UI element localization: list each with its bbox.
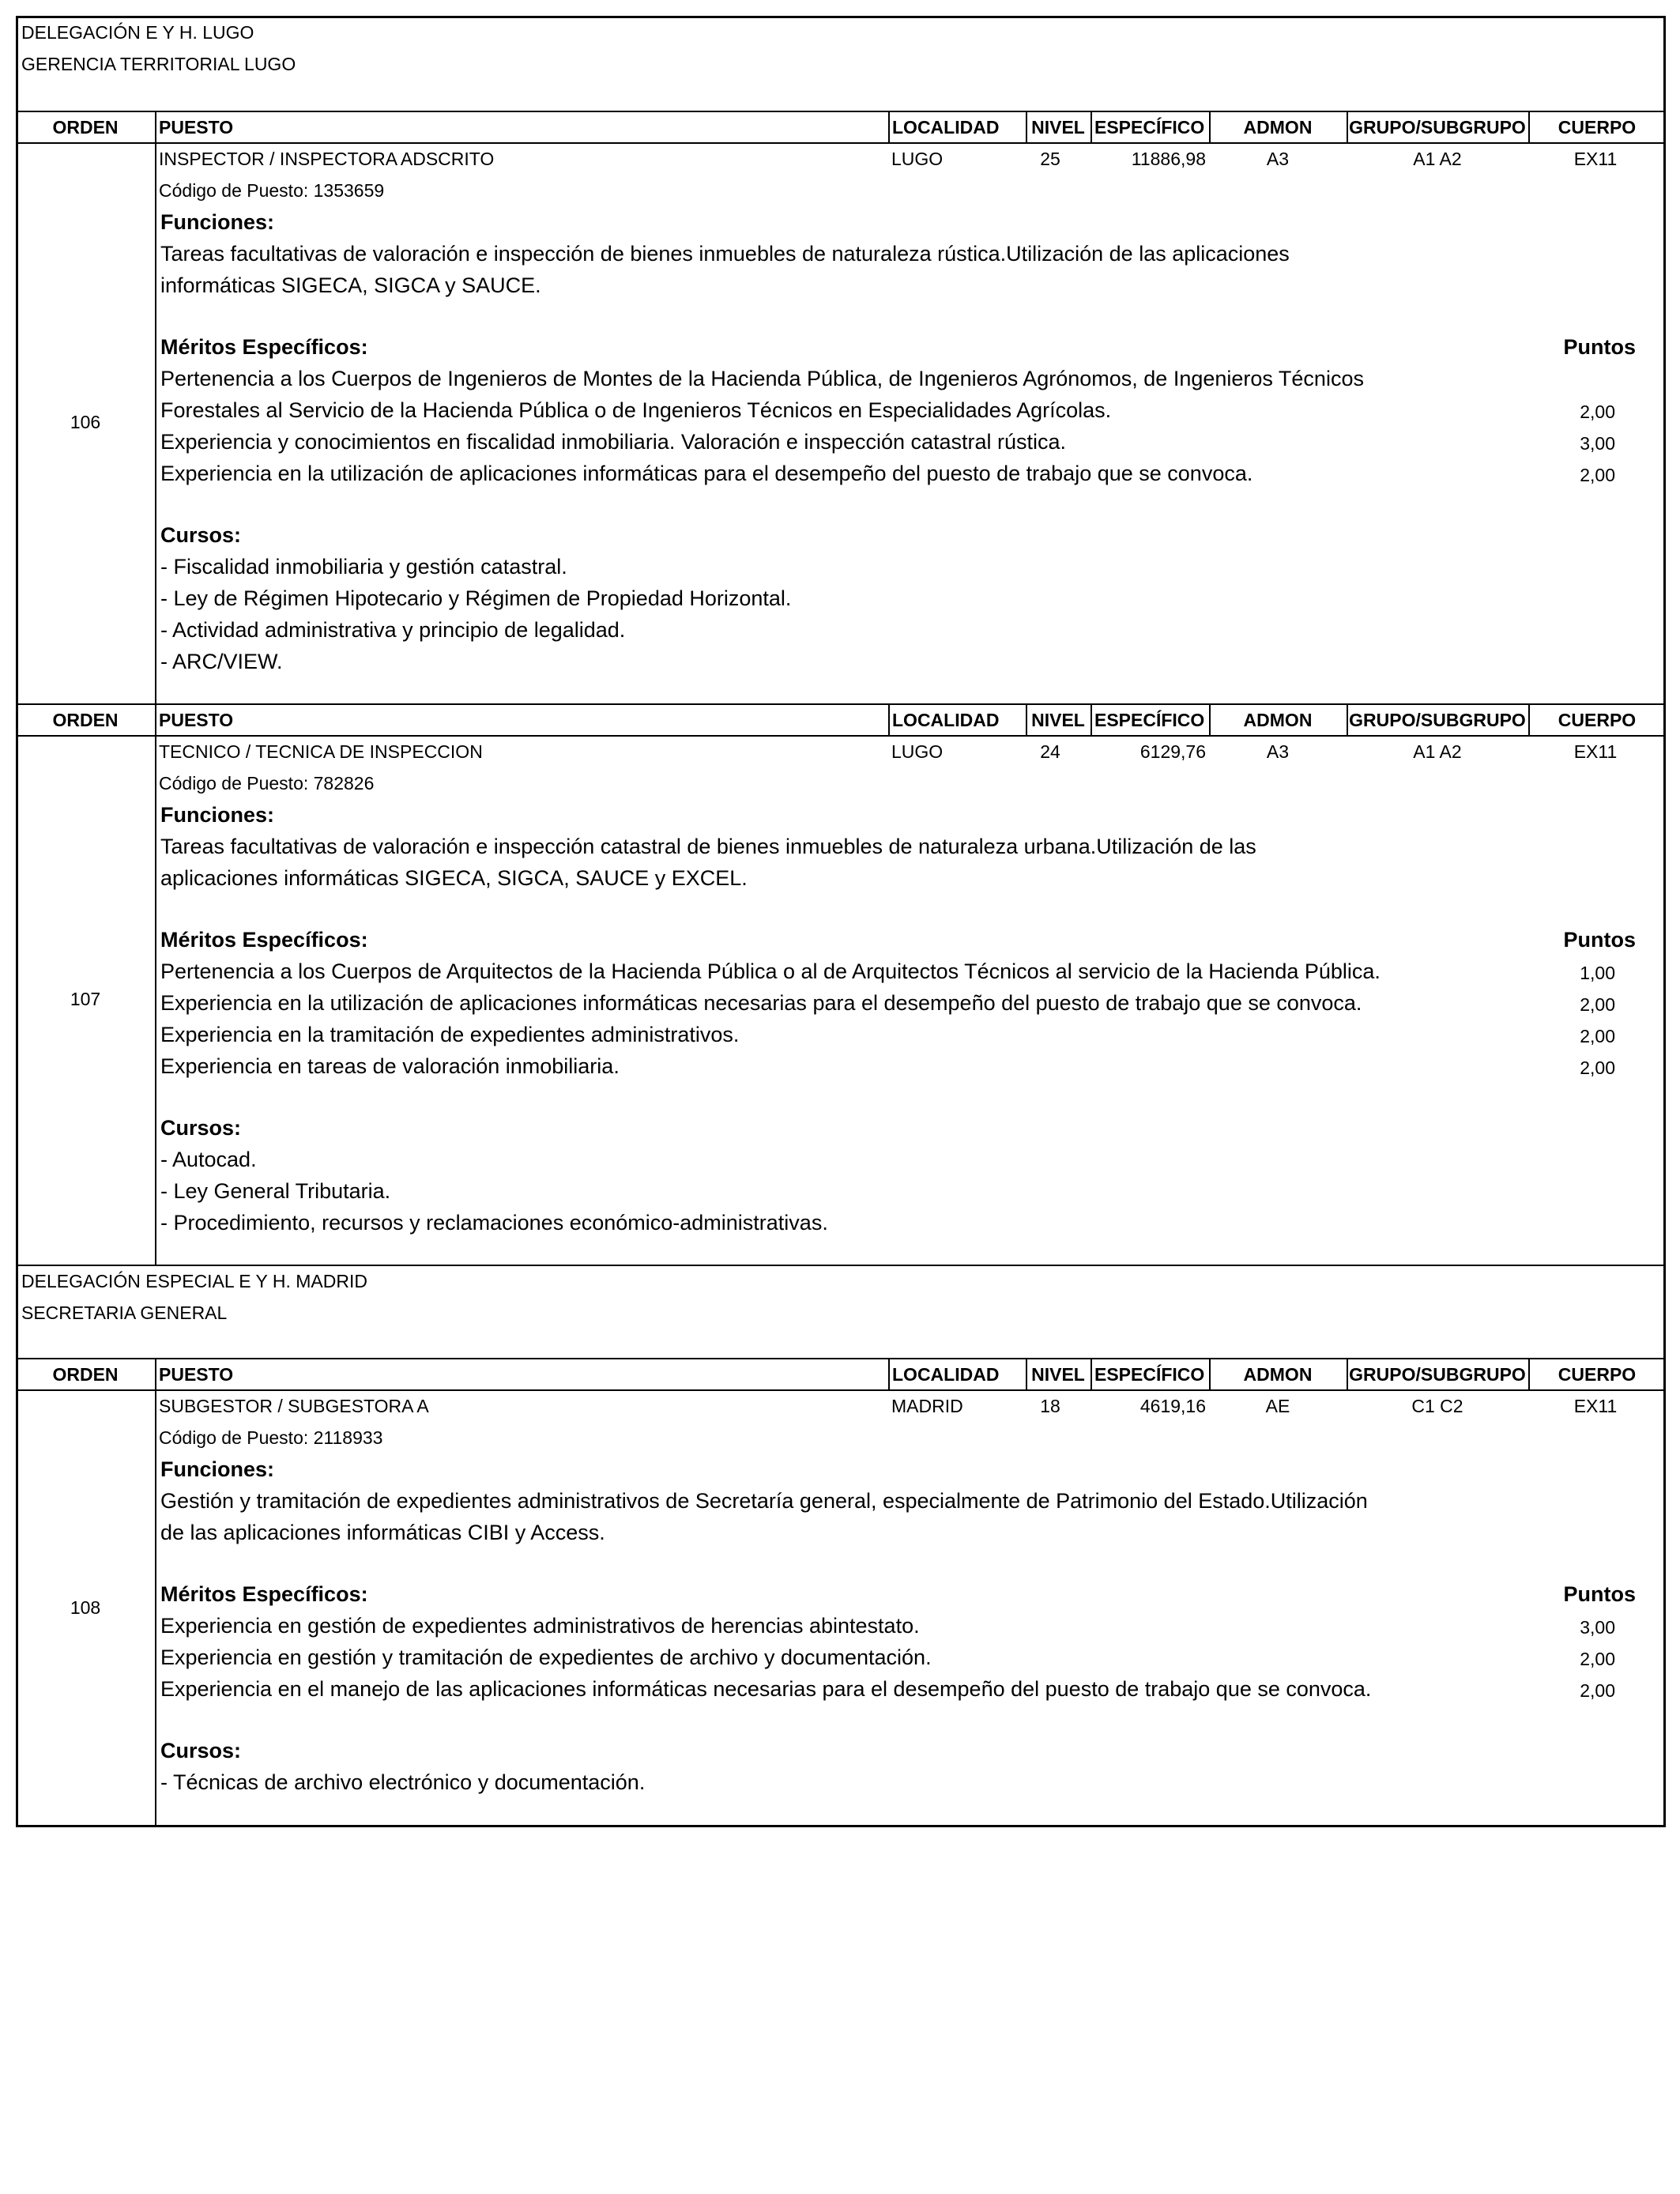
org-line-2: GERENCIA TERRITORIAL LUGO <box>21 54 296 74</box>
header-bottom-rule <box>16 1389 1666 1391</box>
header-top-rule <box>16 703 1666 705</box>
cursos-label: Cursos: <box>160 1739 242 1762</box>
funciones-line: de las aplicaciones informáticas CIBI y Access. <box>160 1521 605 1544</box>
cuerpo-value: EX11 <box>1573 1396 1618 1416</box>
grupo-value: A1 A2 <box>1413 149 1462 169</box>
puntos-label: Puntos <box>1563 928 1636 952</box>
merito-line: Pertenencia a los Cuerpos de Ingenieros de Montes de la Hacienda Pública, de Ingenieros Agrónomos, de Ingenieros Técnicos <box>160 367 1364 390</box>
curso-line: - ARC/VIEW. <box>160 650 283 673</box>
localidad-value: LUGO <box>891 149 944 169</box>
curso-line: - Ley General Tributaria. <box>160 1179 391 1203</box>
orden-number: 107 <box>70 989 101 1009</box>
merito-line: Experiencia en gestión y tramitación de expedientes de archivo y documentación. <box>160 1646 932 1669</box>
localidad-value: LUGO <box>891 741 944 762</box>
meritos-label: Méritos Específicos: <box>160 928 368 952</box>
col-header-especifico: ESPECÍFICO <box>1094 1364 1205 1385</box>
col-header-nivel: NIVEL <box>1031 710 1085 730</box>
localidad-value: MADRID <box>891 1396 963 1416</box>
admon-value: A3 <box>1266 741 1290 762</box>
admon-value: AE <box>1265 1396 1290 1416</box>
puntos-label: Puntos <box>1563 1582 1636 1606</box>
funciones-line: Tareas facultativas de valoración e inspección de bienes inmuebles de naturaleza rústica.Utilización de las aplicaciones <box>160 242 1290 266</box>
curso-line: - Técnicas de archivo electrónico y documentación. <box>160 1770 646 1794</box>
org-line-1: DELEGACIÓN E Y H. LUGO <box>21 22 254 43</box>
col-header-orden: ORDEN <box>52 117 119 138</box>
col-header-puesto: PUESTO <box>159 117 234 138</box>
orden-col-divider <box>155 1389 156 1827</box>
funciones-label: Funciones: <box>160 803 275 827</box>
admon-value: A3 <box>1266 149 1290 169</box>
header-top-rule <box>16 1358 1666 1359</box>
curso-line: - Procedimiento, recursos y reclamaciones económico-administrativas. <box>160 1211 828 1235</box>
col-header-admon: ADMON <box>1243 117 1313 138</box>
orden-col-divider <box>155 142 156 703</box>
puesto-name: TECNICO / TECNICA DE INSPECCION <box>159 741 483 762</box>
especifico-value: 4619,16 <box>1139 1396 1206 1416</box>
curso-line: - Actividad administrativa y principio de legalidad. <box>160 618 626 642</box>
header-col-divider <box>1090 703 1092 736</box>
col-header-localidad: LOCALIDAD <box>892 117 1000 138</box>
header-top-rule <box>16 111 1666 112</box>
especifico-value: 11886,98 <box>1131 149 1206 169</box>
orden-number: 106 <box>70 412 101 432</box>
col-header-localidad: LOCALIDAD <box>892 710 1000 730</box>
header-col-divider <box>1090 1358 1092 1390</box>
merito-line: Forestales al Servicio de la Hacienda Pública o de Ingenieros Técnicos en Especialidades Agrícolas. <box>160 398 1112 422</box>
grupo-value: A1 A2 <box>1413 741 1462 762</box>
col-header-orden: ORDEN <box>52 710 119 730</box>
merito-line: Experiencia en la utilización de aplicaciones informáticas necesarias para el desempeño del puesto de trabajo que se convoca. <box>160 991 1362 1015</box>
header-col-divider <box>155 1358 156 1390</box>
merito-puntos: 2,00 <box>1580 1026 1615 1046</box>
cuerpo-value: EX11 <box>1573 741 1618 762</box>
meritos-label: Méritos Específicos: <box>160 335 368 359</box>
merito-puntos: 3,00 <box>1580 433 1615 454</box>
col-header-grupo: GRUPO/SUBGRUPO <box>1349 1364 1526 1385</box>
merito-line: Experiencia y conocimientos en fiscalidad inmobiliaria. Valoración e inspección catastral rústica. <box>160 430 1067 454</box>
curso-line: - Autocad. <box>160 1148 257 1171</box>
merito-line: Pertenencia a los Cuerpos de Arquitectos de la Hacienda Pública o al de Arquitectos Técnicos al servicio de la Hacienda Pública. <box>160 959 1381 983</box>
col-header-localidad: LOCALIDAD <box>892 1364 1000 1385</box>
org-line-1: DELEGACIÓN ESPECIAL E Y H. MADRID <box>21 1271 367 1291</box>
section-divider <box>16 1265 1666 1266</box>
col-header-admon: ADMON <box>1243 1364 1313 1385</box>
merito-line: Experiencia en la utilización de aplicaciones informáticas para el desempeño del puesto de trabajo que se convoca. <box>160 462 1253 485</box>
col-header-puesto: PUESTO <box>159 710 234 730</box>
puesto-name: SUBGESTOR / SUBGESTORA A <box>159 1396 429 1416</box>
col-header-cuerpo: CUERPO <box>1558 710 1637 730</box>
header-bottom-rule <box>16 142 1666 144</box>
col-header-nivel: NIVEL <box>1031 1364 1085 1385</box>
funciones-line: informáticas SIGECA, SIGCA y SAUCE. <box>160 273 541 297</box>
merito-line: Experiencia en el manejo de las aplicaciones informáticas necesarias para el desempeño del puesto de trabajo que se convoca. <box>160 1677 1372 1701</box>
orden-number: 108 <box>70 1597 101 1618</box>
header-col-divider <box>888 703 890 736</box>
merito-puntos: 2,00 <box>1580 465 1615 485</box>
funciones-line: Tareas facultativas de valoración e inspección catastral de bienes inmuebles de naturaleza urbana.Utilización de las <box>160 835 1256 858</box>
cursos-label: Cursos: <box>160 523 242 547</box>
header-col-divider <box>888 111 890 143</box>
cursos-label: Cursos: <box>160 1116 242 1140</box>
nivel-value: 25 <box>1040 149 1060 169</box>
funciones-line: Gestión y tramitación de expedientes administrativos de Secretaría general, especialmente de Patrimonio del Estado.Utilización <box>160 1489 1368 1513</box>
codigo-puesto: Código de Puesto: 2118933 <box>159 1427 383 1448</box>
col-header-especifico: ESPECÍFICO <box>1094 117 1205 138</box>
col-header-grupo: GRUPO/SUBGRUPO <box>1349 710 1526 730</box>
meritos-label: Méritos Específicos: <box>160 1582 368 1606</box>
merito-puntos: 2,00 <box>1580 1649 1615 1669</box>
header-col-divider <box>888 1358 890 1390</box>
puesto-name: INSPECTOR / INSPECTORA ADSCRITO <box>159 149 495 169</box>
nivel-value: 24 <box>1040 741 1060 762</box>
puntos-label: Puntos <box>1563 335 1636 359</box>
cuerpo-value: EX11 <box>1573 149 1618 169</box>
col-header-nivel: NIVEL <box>1031 117 1085 138</box>
merito-puntos: 2,00 <box>1580 994 1615 1015</box>
funciones-label: Funciones: <box>160 1457 275 1481</box>
merito-line: Experiencia en tareas de valoración inmobiliaria. <box>160 1054 620 1078</box>
merito-puntos: 1,00 <box>1580 963 1615 983</box>
orden-col-divider <box>155 735 156 1265</box>
merito-line: Experiencia en la tramitación de expedientes administrativos. <box>160 1023 740 1046</box>
codigo-puesto: Código de Puesto: 1353659 <box>159 180 385 201</box>
codigo-puesto: Código de Puesto: 782826 <box>159 773 375 794</box>
funciones-line: aplicaciones informáticas SIGECA, SIGCA, SAUCE y EXCEL. <box>160 866 748 890</box>
col-header-grupo: GRUPO/SUBGRUPO <box>1349 117 1526 138</box>
header-bottom-rule <box>16 735 1666 737</box>
merito-puntos: 3,00 <box>1580 1617 1615 1638</box>
funciones-label: Funciones: <box>160 210 275 234</box>
header-col-divider <box>1090 111 1092 143</box>
col-header-puesto: PUESTO <box>159 1364 234 1385</box>
grupo-value: C1 C2 <box>1411 1396 1463 1416</box>
merito-puntos: 2,00 <box>1580 1680 1615 1701</box>
col-header-especifico: ESPECÍFICO <box>1094 710 1205 730</box>
nivel-value: 18 <box>1040 1396 1060 1416</box>
header-col-divider <box>155 703 156 736</box>
org-line-2: SECRETARIA GENERAL <box>21 1302 228 1323</box>
curso-line: - Ley de Régimen Hipotecario y Régimen de Propiedad Horizontal. <box>160 586 792 610</box>
col-header-admon: ADMON <box>1243 710 1313 730</box>
especifico-value: 6129,76 <box>1139 741 1206 762</box>
merito-puntos: 2,00 <box>1580 401 1615 422</box>
header-col-divider <box>155 111 156 143</box>
col-header-cuerpo: CUERPO <box>1558 117 1637 138</box>
col-header-orden: ORDEN <box>52 1364 119 1385</box>
col-header-cuerpo: CUERPO <box>1558 1364 1637 1385</box>
merito-puntos: 2,00 <box>1580 1057 1615 1078</box>
merito-line: Experiencia en gestión de expedientes administrativos de herencias abintestato. <box>160 1614 920 1638</box>
curso-line: - Fiscalidad inmobiliaria y gestión catastral. <box>160 555 567 579</box>
